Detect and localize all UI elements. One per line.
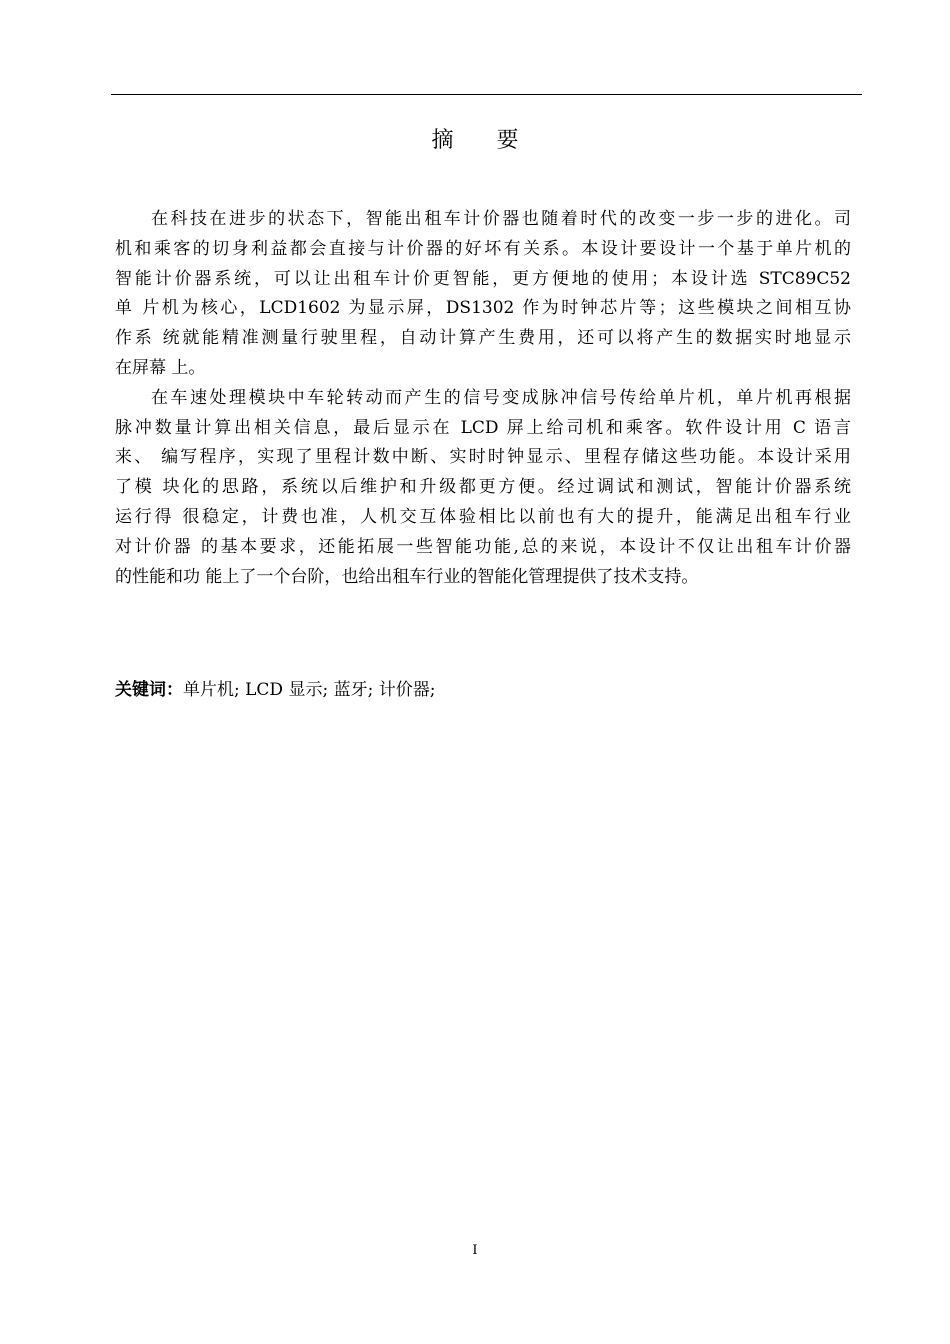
text-line: 智能计价器系统，可以让出租车计价更智能，更方便地的使用；本设计选 STC89C52 bbox=[115, 268, 851, 289]
paragraph-2 bbox=[115, 384, 851, 593]
text-line: 来、 编写程序，实现了里程计数中断、实时时钟显示、里程存储这些功能。本设计采用 bbox=[115, 447, 851, 468]
text-line: 了模 块化的思路，系统以后维护和升级都更方便。经过调试和测试，智能计价器系统 bbox=[115, 477, 851, 498]
text-line: 在车速处理模块中车轮转动而产生的信号变成脉冲信号传给单片机，单片机再根据 bbox=[151, 387, 851, 408]
abstract-body bbox=[115, 205, 851, 592]
keywords-text: 单片机; LCD 显示; 蓝牙; 计价器; bbox=[183, 680, 436, 700]
text-line: 对计价器 的基本要求，还能拓展一些智能功能,总的来说，本设计不仅让出租车计价器 bbox=[115, 536, 851, 557]
keywords-label: 关键词： bbox=[115, 680, 183, 700]
text-line: 作系 统就能精准测量行驶里程，自动计算产生费用，还可以将产生的数据实时地显示 bbox=[115, 328, 851, 349]
keywords-line bbox=[115, 676, 435, 704]
text-line: 机和乘客的切身利益都会直接与计价器的好坏有关系。本设计要设计一个基于单片机的 bbox=[115, 238, 851, 259]
page-number: I bbox=[472, 1243, 478, 1258]
abstract-title: 摘 要 bbox=[431, 128, 537, 153]
text-line: 在科技在进步的状态下，智能出租车计价器也随着时代的改变一步一步的进化。司 bbox=[151, 209, 851, 229]
text-line: 运行得 很稳定，计费也准，人机交互体验相比以前也有大的提升，能满足出租车行业 bbox=[115, 506, 851, 527]
header-rule bbox=[111, 94, 862, 95]
text-line: 单 片机为核心，LCD1602 为显示屏，DS1302 作为时钟芯片等；这些模块之间相互协 bbox=[115, 298, 851, 319]
text-line: 脉冲数量计算出相关信息，最后显示在 LCD 屏上给司机和乘客。软件设计用 C 语言 bbox=[115, 417, 851, 438]
text-line: 的性能和功 能上了一个台阶，也给出租车行业的智能化管理提供了技术支持。 bbox=[115, 566, 699, 587]
paragraph-1 bbox=[115, 205, 851, 384]
text-line: 在屏幕 上。 bbox=[115, 357, 206, 378]
